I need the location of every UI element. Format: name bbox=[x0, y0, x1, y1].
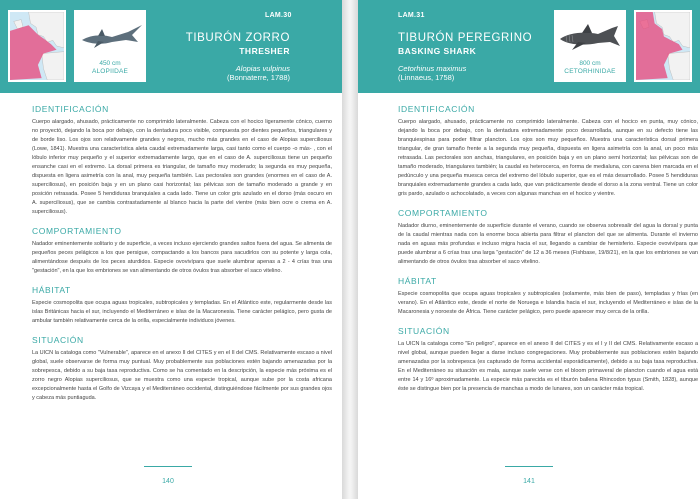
distribution-map-icon bbox=[8, 10, 66, 82]
section-text: Especie cosmopolita que ocupa aguas tropicales, subtropicales y templadas. En el Atlántico este, regularmente desde las islas Británicas hacia el sur, incluyendo el Mediterráneo e islas de la Macaronesia. Tiene carácter pelágico, pero gusta de ambular también relativamente cerca de la orilla, especialmente individuos jóvenes. bbox=[32, 300, 332, 324]
section-title: COMPORTAMIENTO bbox=[398, 208, 488, 218]
species-family: CETORHINIDAE bbox=[564, 68, 616, 75]
species-name-en: THRESHER bbox=[239, 46, 290, 56]
species-name-en: BASKING SHARK bbox=[398, 46, 477, 56]
left-page bbox=[0, 0, 342, 499]
section-text: La UICN la cataloga como "Vulnerable", aparece en el anexo II del CITES y en el II del CMS. Relativamente escaso a nivel global, suele observarse de forma muy puntual. Muy probablemente sus poblaciones estén bajando amenazadas por la sobrepesca, debido a su baja tasa reproductiva. Como se ha comentado en la descripción, la especie más próxima es el zorro negro Alopias superciliosus, que se muestra como una especie tropical, aunque sube por la costa africana excepcionalmente hasta el Golfo de Vizcaya y el Mediterráneo occidental, distinguiéndose fácilmente por sus grandes ojos y cabeza más puntiaguda. bbox=[32, 350, 332, 401]
species-description bbox=[398, 104, 698, 403]
plate-number: LAM.30 bbox=[265, 12, 292, 19]
species-name-es: TIBURÓN ZORRO bbox=[185, 32, 290, 44]
species-photo bbox=[74, 10, 146, 82]
section-title: COMPORTAMIENTO bbox=[32, 226, 122, 236]
section-title: IDENTIFICACIÓN bbox=[32, 104, 109, 114]
species-author: (Bonnaterre, 1788) bbox=[227, 73, 290, 82]
section-title: SITUACIÓN bbox=[398, 326, 450, 336]
footer-divider bbox=[505, 466, 553, 467]
species-header bbox=[358, 0, 700, 93]
species-description bbox=[32, 104, 332, 412]
section-title: HÁBITAT bbox=[32, 285, 71, 295]
page-number: 141 bbox=[523, 478, 535, 485]
species-length: 800 cm bbox=[579, 60, 601, 67]
basking-shark-illustration-icon bbox=[556, 24, 624, 52]
species-family: ALOPIIDAE bbox=[91, 68, 129, 75]
section-text: Especie cosmopolita que ocupa aguas tropicales y subtropicales (solamente, más bien de paso), templadas y frías (en verano). En el Atlántico este, desde el norte de Noruega e Islandia hacia el sur, incluyendo el Mediterráneo e islas de la Macaronesia y noroeste de África. Tiene carácter pelágico, pero puede aparecer muy cerca de la orilla. bbox=[398, 291, 698, 315]
book-gutter bbox=[342, 0, 358, 499]
page-number: 140 bbox=[162, 478, 174, 485]
species-latin-name: Alopias vulpinus bbox=[235, 64, 290, 73]
plate-number: LAM.31 bbox=[398, 12, 425, 19]
species-photo bbox=[554, 10, 626, 82]
species-latin-name: Cetorhinus maximus bbox=[398, 64, 467, 73]
species-header bbox=[0, 0, 342, 93]
right-page bbox=[358, 0, 700, 499]
footer-divider bbox=[144, 466, 192, 467]
section-title: HÁBITAT bbox=[398, 276, 437, 286]
section-text: La UICN la cataloga como "En peligro", aparece en el anexo II del CITES y es el I y II del CMS. Relativamente escaso a nivel global, aunque pueden llegar a darse incluso congregaciones. Muy probablemente sus poblaciones estén bajando amenazadas por la sobrepesca (es capturado de forma accidental esporádicamente), debido a su baja tasa reproductiva. En el Mediterráneo su situación es mala, aunque suele verse con el bloom primaveral de plancton cuando el agua está entre 14 y 16º aproximadamente. La especie más parecida es el tiburón ballena Rhincodon typus (Smith, 1828), aunque éste se distingue bien por la presencia de manchas a modo de lunares, son un carácter más tropical. bbox=[398, 341, 698, 392]
section-text: Cuerpo alargado, ahusado, prácticamente no comprimido lateralmente. Cabeza con el hocico en punta, muy cónico, dejando la boca por debajo, con la dentadura extremadamente poco desarrollada, aunque en su defecto tiene las branquiespinas para poder filtrar plancton. Los ojos son muy pequeños. Muestra una característica dorsal primera triangular, de gran tamaño frente a la segunda muy pequeña, dispuesta en ligera asimetría con la anal, un poco más retrasada. Las pectorales son anchas, triangulares, en posición baja y en un plano semi horizontal; las pélvicas son de tamaño moderado, triangulares también; la caudal es heterocerca, en forma de medialuna, con carena bien marcada en el pedúnculo y una pequeña muesca cerca del extremo del lóbulo superior, que es el más desarrollado. Posee 5 hendiduras branquiales extremadamente grandes a cada lado, que van prácticamente desde el dorso a la zona ventral. Tiene un color gris pardo, azulado o achocolatado, a veces con algunas manchas en el hocico y vientre. bbox=[398, 119, 698, 197]
species-length: 450 cm bbox=[99, 60, 121, 67]
section-title: SITUACIÓN bbox=[32, 335, 84, 345]
species-name-es: TIBURÓN PEREGRINO bbox=[398, 32, 533, 44]
thresher-shark-illustration-icon bbox=[76, 24, 144, 52]
section-text: Nadador eminentemente solitario y de superficie, a veces incluso ejerciendo grandes saltos fuera del agua. Se alimenta de pequeños peces pelágicos a los que persigue, compactando a los bancos para sacudirlos con su potente y larga cola, alimentándose después de los peces aturdidos. Especie ovovivípara que suele alumbrar apenas a 2 - 4 crías tras una "gestación", en la que los embriones se van alimentando de otros óvulos tras absorber el saco vitelino. bbox=[32, 241, 332, 274]
species-author: (Linnaeus, 1758) bbox=[398, 73, 455, 82]
section-text: Nadador diurno, eminentemente de superficie durante el verano, cuando se observa sobresalir del agua la dorsal y punta de la caudal mientras nada con la enorme boca abierta para filtrar el plancton del que se alimenta. Durante el invierno nada en aguas más profundas e incluso migra hacia el sur, llegando a cambiar de hemisferio. Especie ovovivípara que puede alumbrar a 6 crías tras una larga "gestación" de 12 a 36 meses (Fishbase, 19/8/21), en la que los embriones se van alimentando de otros óvulos tras absorber el saco vitelino. bbox=[398, 223, 698, 265]
distribution-map-icon bbox=[634, 10, 692, 82]
section-title: IDENTIFICACIÓN bbox=[398, 104, 475, 114]
section-text: Cuerpo alargado, ahusado, prácticamente no comprimido lateralmente. Cabeza con el hocico ligeramente cónico, cuerno no proyectó, dejando la boca por debajo, con la dentadura poco visible, compuesta por dientes pequeños, triangulares y de borde liso. Los ojos son relativamente grandes y negros, mucho más grandes en el caso de Alopias superciliosus (Lowe, 1841). Muestra una característica aleta caudal extremadamente larga, casi tanto como el cuerpo -o más- , con el lóbulo inferior muy pequeño y el superior extremadamente largo, que en el caso de A. superciliosus tiene un pequeño ensanche casi en el extremo. La dorsal primera es triangular, de tamaño muy moderado; la segunda es muy pequeña, dispuesta en ligera asimetría con la anal, muy pequeña también. Las pectorales son grandes (enormes en el caso de A. superciliosus), en posición baja y en un plano casi horizontal; las pélvicas son de tamaño moderado a grande y en posición retrasada. Posee 5 hendiduras branquiales a cada lado. Tiene un color gris azulado en el dorso (más oscuro en A. superciliosus), que se cambia contrastadamente al blanco hacia la parte del vientre (más bien ocre o crema en A. superciliosus). bbox=[32, 119, 332, 215]
